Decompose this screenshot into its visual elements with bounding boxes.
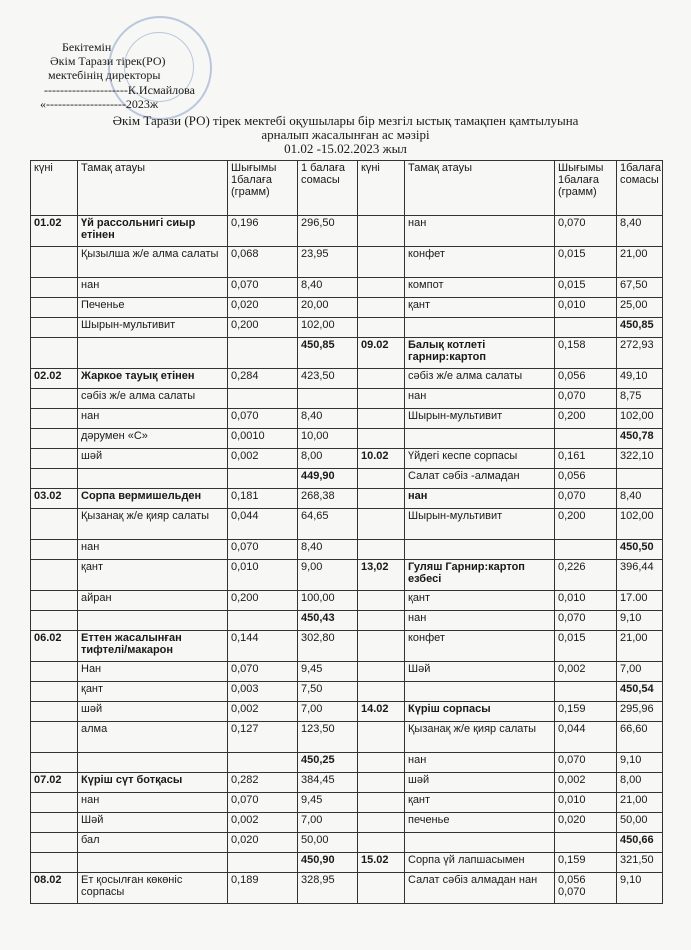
cell-portion: 0,015 (555, 247, 617, 278)
cell-portion: 0,044 (555, 722, 617, 753)
cell-day (31, 540, 78, 560)
cell-portion: 0,070 (555, 611, 617, 631)
cell-portion: 0,002 (228, 449, 298, 469)
table-row (31, 278, 663, 298)
cell-day (358, 369, 405, 389)
cell-day (358, 540, 405, 560)
cell-portion: 0,002 (228, 702, 298, 722)
table-row (31, 489, 663, 509)
cell-cost: 64,65 (298, 509, 358, 540)
cell-portion: 0,015 (555, 631, 617, 662)
cell-dish-name: шәй (78, 702, 228, 722)
cell-cost: 302,80 (298, 631, 358, 662)
cell-portion: 0,070 (228, 278, 298, 298)
cell-portion: 0,158 (555, 338, 617, 369)
menu-date-range: 01.02 -15.02.2023 жыл (284, 141, 407, 156)
cell-day (31, 833, 78, 853)
cell-portion: 0,200 (555, 509, 617, 540)
cell-cost: 50,00 (617, 813, 663, 833)
cell-day (31, 662, 78, 682)
cell-cost: 23,95 (298, 247, 358, 278)
cell-portion: 0,159 (555, 702, 617, 722)
cell-day (358, 631, 405, 662)
cell-dish-name: Қызылша ж/е алма салаты (78, 247, 228, 278)
cell-portion (555, 833, 617, 853)
cell-cost: 322,10 (617, 449, 663, 469)
cell-dish-name: Балық котлеті гарнир:картоп (405, 338, 555, 369)
cell-cost: 7,00 (617, 662, 663, 682)
cell-cost: 7,00 (298, 813, 358, 833)
cell-cost: 9,45 (298, 793, 358, 813)
cell-cost: 8,40 (298, 409, 358, 429)
cell-portion: 0,056 (555, 369, 617, 389)
cell-dish-name: конфет (405, 631, 555, 662)
cell-cost: 450,43 (298, 611, 358, 631)
header-dish-name: Тамақ атауы (78, 161, 228, 216)
cell-portion: 0,070 (228, 662, 298, 682)
cell-cost: 8,40 (617, 489, 663, 509)
table-row (31, 318, 663, 338)
cell-cost: 272,93 (617, 338, 663, 369)
table-row (31, 662, 663, 682)
cell-cost: 50,00 (298, 833, 358, 853)
cell-day (31, 682, 78, 702)
cell-dish-name: Қызанақ ж/е қияр салаты (78, 509, 228, 540)
cell-dish-name: печенье (405, 813, 555, 833)
cell-day (358, 409, 405, 429)
cell-dish-name: Қызанақ ж/е қияр салаты (405, 722, 555, 753)
cell-dish-name: бал (78, 833, 228, 853)
cell-portion (555, 318, 617, 338)
cell-cost: 100,00 (298, 591, 358, 611)
cell-portion: 0,056 (555, 469, 617, 489)
cell-portion: 0,068 (228, 247, 298, 278)
cell-cost: 9,00 (298, 560, 358, 591)
cell-portion: 0,0010 (228, 429, 298, 449)
header-dish-name: Тамақ атауы (405, 161, 555, 216)
cell-day (358, 813, 405, 833)
cell-dish-name: Үй рассольнигі сиыр етінен (78, 216, 228, 247)
table-row (31, 682, 663, 702)
table-row (31, 853, 663, 873)
cell-day: 02.02 (31, 369, 78, 389)
approval-line-2: Әкім Тарази тірек(РО) (50, 54, 166, 68)
cell-day: 15.02 (358, 853, 405, 873)
cell-day (31, 429, 78, 449)
cell-cost: 102,00 (617, 509, 663, 540)
cell-day (31, 793, 78, 813)
table-row (31, 409, 663, 429)
cell-cost (617, 469, 663, 489)
cell-dish-name: қант (405, 793, 555, 813)
cell-day (31, 722, 78, 753)
menu-table (30, 160, 663, 904)
cell-cost: 49,10 (617, 369, 663, 389)
cell-portion: 0,200 (228, 318, 298, 338)
table-row (31, 813, 663, 833)
table-row (31, 722, 663, 753)
cell-portion: 0,144 (228, 631, 298, 662)
cell-day (31, 409, 78, 429)
cell-dish-name: Шырын-мультивит (405, 409, 555, 429)
table-row (31, 631, 663, 662)
cell-portion: 0,200 (555, 409, 617, 429)
cell-dish-name: Күріш сорпасы (405, 702, 555, 722)
cell-cost: 9,10 (617, 611, 663, 631)
approval-signature-line: ---------------------К.Исмайлова (44, 83, 195, 97)
table-row (31, 469, 663, 489)
cell-day (31, 278, 78, 298)
table-row (31, 753, 663, 773)
cell-day (31, 813, 78, 833)
cell-dish-name: сәбіз ж/е алма салаты (78, 389, 228, 409)
cell-day: 07.02 (31, 773, 78, 793)
table-row (31, 833, 663, 853)
cell-portion (228, 338, 298, 369)
cell-day: 14.02 (358, 702, 405, 722)
cell-portion: 0,070 (555, 753, 617, 773)
table-row (31, 702, 663, 722)
cell-day (358, 429, 405, 449)
cell-dish-name: Күріш сүт ботқасы (78, 773, 228, 793)
table-row (31, 793, 663, 813)
cell-day (358, 318, 405, 338)
cell-cost: 8,40 (298, 278, 358, 298)
cell-cost: 450,78 (617, 429, 663, 449)
cell-cost: 396,44 (617, 560, 663, 591)
cell-dish-name: шәй (78, 449, 228, 469)
cell-cost: 328,95 (298, 873, 358, 904)
cell-portion (555, 540, 617, 560)
cell-cost: 67,50 (617, 278, 663, 298)
cell-portion: 0,196 (228, 216, 298, 247)
cell-portion: 0,161 (555, 449, 617, 469)
cell-dish-name: қант (78, 682, 228, 702)
cell-portion (228, 853, 298, 873)
cell-day (31, 753, 78, 773)
cell-dish-name: нан (405, 389, 555, 409)
cell-day (31, 389, 78, 409)
cell-cost: 21,00 (617, 793, 663, 813)
cell-day (31, 702, 78, 722)
cell-day (31, 247, 78, 278)
cell-day: 13,02 (358, 560, 405, 591)
cell-day (31, 591, 78, 611)
cell-portion (228, 753, 298, 773)
cell-day (358, 247, 405, 278)
cell-day (31, 611, 78, 631)
header-cost: 1балаға сомасы (617, 161, 663, 216)
cell-cost: 66,60 (617, 722, 663, 753)
header-portion: Шығымы 1балаға (грамм) (228, 161, 298, 216)
cell-dish-name (78, 853, 228, 873)
cell-cost: 295,96 (617, 702, 663, 722)
cell-cost: 21,00 (617, 247, 663, 278)
cell-cost: 21,00 (617, 631, 663, 662)
cell-portion: 0,282 (228, 773, 298, 793)
cell-dish-name: Сорпа вермишельден (78, 489, 228, 509)
cell-portion: 0,002 (228, 813, 298, 833)
table-row (31, 247, 663, 278)
cell-cost: 450,66 (617, 833, 663, 853)
cell-dish-name: Шәй (78, 813, 228, 833)
menu-title-line-1: Әкім Тарази (РО) тірек мектебі оқушылары бір мезгіл ыстық тамақпен қамтылуына (112, 113, 579, 128)
cell-dish-name: қант (405, 298, 555, 318)
cell-portion (228, 389, 298, 409)
cell-cost: 449,90 (298, 469, 358, 489)
table-header-row (31, 161, 663, 216)
cell-cost: 123,50 (298, 722, 358, 753)
cell-portion: 0,200 (228, 591, 298, 611)
cell-portion: 0,020 (555, 813, 617, 833)
cell-portion: 0,010 (555, 591, 617, 611)
table-row (31, 591, 663, 611)
cell-cost: 7,00 (298, 702, 358, 722)
cell-portion: 0,159 (555, 853, 617, 873)
cell-portion: 0,284 (228, 369, 298, 389)
cell-dish-name: Салат сәбіз алмадан нан (405, 873, 555, 904)
cell-portion: 0,002 (555, 662, 617, 682)
cell-cost: 9,10 (617, 753, 663, 773)
cell-dish-name: дәрумен «С» (78, 429, 228, 449)
cell-dish-name: Шырын-мультивит (78, 318, 228, 338)
cell-dish-name (78, 611, 228, 631)
cell-cost: 10,00 (298, 429, 358, 449)
cell-portion: 0,010 (228, 560, 298, 591)
table-row (31, 773, 663, 793)
cell-cost: 450,85 (298, 338, 358, 369)
cell-cost: 384,45 (298, 773, 358, 793)
cell-cost: 20,00 (298, 298, 358, 318)
cell-dish-name: Жаркое тауық етінен (78, 369, 228, 389)
cell-portion (555, 429, 617, 449)
cell-portion: 0,070 (555, 389, 617, 409)
cell-cost: 450,50 (617, 540, 663, 560)
header-cost: 1 балаға сомасы (298, 161, 358, 216)
cell-portion: 0,070 (228, 793, 298, 813)
cell-portion: 0,127 (228, 722, 298, 753)
cell-dish-name: Сорпа үй лапшасымен (405, 853, 555, 873)
cell-dish-name: компот (405, 278, 555, 298)
cell-dish-name: қант (78, 560, 228, 591)
table-row (31, 873, 663, 904)
cell-portion (228, 611, 298, 631)
cell-dish-name: нан (78, 540, 228, 560)
table-row (31, 216, 663, 247)
cell-portion: 0,010 (555, 793, 617, 813)
cell-dish-name: Гуляш Гарнир:картоп езбесі (405, 560, 555, 591)
cell-cost: 321,50 (617, 853, 663, 873)
header-day: күні (31, 161, 78, 216)
cell-dish-name: Шәй (405, 662, 555, 682)
cell-cost: 450,25 (298, 753, 358, 773)
cell-dish-name (405, 540, 555, 560)
cell-dish-name (78, 469, 228, 489)
cell-day (358, 509, 405, 540)
cell-portion (228, 469, 298, 489)
cell-portion: 0,070 (228, 409, 298, 429)
cell-day (358, 469, 405, 489)
header-day: күні (358, 161, 405, 216)
cell-portion: 0,070 (555, 216, 617, 247)
cell-cost: 9,45 (298, 662, 358, 682)
cell-day (31, 298, 78, 318)
cell-portion: 0,070 (228, 540, 298, 560)
table-row (31, 298, 663, 318)
cell-dish-name: Нан (78, 662, 228, 682)
menu-table-body (31, 216, 663, 904)
cell-portion: 0,070 (555, 489, 617, 509)
cell-portion: 0,003 (228, 682, 298, 702)
header-portion: Шығымы 1балаға (грамм) (555, 161, 617, 216)
cell-dish-name: нан (78, 793, 228, 813)
cell-dish-name: нан (405, 753, 555, 773)
cell-day (31, 338, 78, 369)
cell-portion: 0,020 (228, 298, 298, 318)
table-row (31, 429, 663, 449)
approval-line-1: Бекітемін (62, 40, 112, 54)
cell-day: 09.02 (358, 338, 405, 369)
cell-dish-name (405, 833, 555, 853)
cell-dish-name: нан (405, 489, 555, 509)
table-row (31, 560, 663, 591)
cell-cost: 296,50 (298, 216, 358, 247)
table-row (31, 540, 663, 560)
cell-dish-name: нан (78, 278, 228, 298)
cell-day: 01.02 (31, 216, 78, 247)
document-header (0, 0, 691, 160)
cell-portion: 0,002 (555, 773, 617, 793)
cell-cost: 17.00 (617, 591, 663, 611)
cell-dish-name (405, 429, 555, 449)
cell-cost: 423,50 (298, 369, 358, 389)
cell-day: 03.02 (31, 489, 78, 509)
cell-cost: 25,00 (617, 298, 663, 318)
cell-dish-name (405, 318, 555, 338)
cell-day (358, 591, 405, 611)
approval-line-3: мектебінің директоры (48, 68, 161, 82)
cell-cost: 450,54 (617, 682, 663, 702)
cell-cost: 8,40 (298, 540, 358, 560)
cell-day (31, 318, 78, 338)
cell-dish-name: Шырын-мультивит (405, 509, 555, 540)
cell-dish-name: айран (78, 591, 228, 611)
table-row (31, 509, 663, 540)
cell-day (31, 560, 78, 591)
cell-dish-name: сәбіз ж/е алма салаты (405, 369, 555, 389)
cell-day (31, 469, 78, 489)
cell-dish-name: шәй (405, 773, 555, 793)
cell-dish-name (405, 682, 555, 702)
table-row (31, 369, 663, 389)
cell-day (31, 853, 78, 873)
cell-cost: 8,40 (617, 216, 663, 247)
approval-date-line: «--------------------2023ж (40, 97, 159, 111)
cell-dish-name: нан (78, 409, 228, 429)
cell-cost: 268,38 (298, 489, 358, 509)
cell-portion: 0,010 (555, 298, 617, 318)
cell-day (358, 682, 405, 702)
cell-cost: 8,00 (617, 773, 663, 793)
cell-day: 08.02 (31, 873, 78, 904)
cell-portion: 0,020 (228, 833, 298, 853)
cell-cost: 102,00 (617, 409, 663, 429)
cell-portion (555, 682, 617, 702)
cell-cost: 450,90 (298, 853, 358, 873)
table-row (31, 611, 663, 631)
cell-portion: 0,056 0,070 (555, 873, 617, 904)
cell-day (31, 449, 78, 469)
cell-cost: 450,85 (617, 318, 663, 338)
cell-day (358, 873, 405, 904)
cell-day: 06.02 (31, 631, 78, 662)
cell-day (358, 298, 405, 318)
cell-cost: 9,10 (617, 873, 663, 904)
table-row (31, 338, 663, 369)
cell-dish-name (78, 338, 228, 369)
cell-day (358, 611, 405, 631)
cell-dish-name (78, 753, 228, 773)
cell-dish-name: Печенье (78, 298, 228, 318)
cell-dish-name: Салат сәбіз -алмадан (405, 469, 555, 489)
cell-day (31, 509, 78, 540)
cell-day: 10.02 (358, 449, 405, 469)
cell-day (358, 389, 405, 409)
cell-cost: 8,00 (298, 449, 358, 469)
cell-day (358, 773, 405, 793)
cell-dish-name: Ет қосылған көкөніс сорпасы (78, 873, 228, 904)
cell-day (358, 722, 405, 753)
table-row (31, 449, 663, 469)
cell-portion: 0,226 (555, 560, 617, 591)
cell-dish-name: қант (405, 591, 555, 611)
cell-cost: 8,75 (617, 389, 663, 409)
cell-portion: 0,044 (228, 509, 298, 540)
cell-day (358, 216, 405, 247)
cell-portion: 0,189 (228, 873, 298, 904)
cell-day (358, 833, 405, 853)
cell-dish-name: алма (78, 722, 228, 753)
cell-cost: 102,00 (298, 318, 358, 338)
cell-portion: 0,015 (555, 278, 617, 298)
cell-day (358, 489, 405, 509)
cell-day (358, 793, 405, 813)
cell-portion: 0,181 (228, 489, 298, 509)
cell-day (358, 753, 405, 773)
cell-day (358, 278, 405, 298)
cell-day (358, 662, 405, 682)
cell-dish-name: конфет (405, 247, 555, 278)
cell-cost (298, 389, 358, 409)
cell-dish-name: Үйдегі кеспе сорпасы (405, 449, 555, 469)
cell-dish-name: нан (405, 611, 555, 631)
cell-cost: 7,50 (298, 682, 358, 702)
cell-dish-name: Еттен жасалынған тифтелі/макарон (78, 631, 228, 662)
menu-title-line-2: арналып жасалынған ас мәзірі (261, 127, 430, 142)
cell-dish-name: нан (405, 216, 555, 247)
table-row (31, 389, 663, 409)
